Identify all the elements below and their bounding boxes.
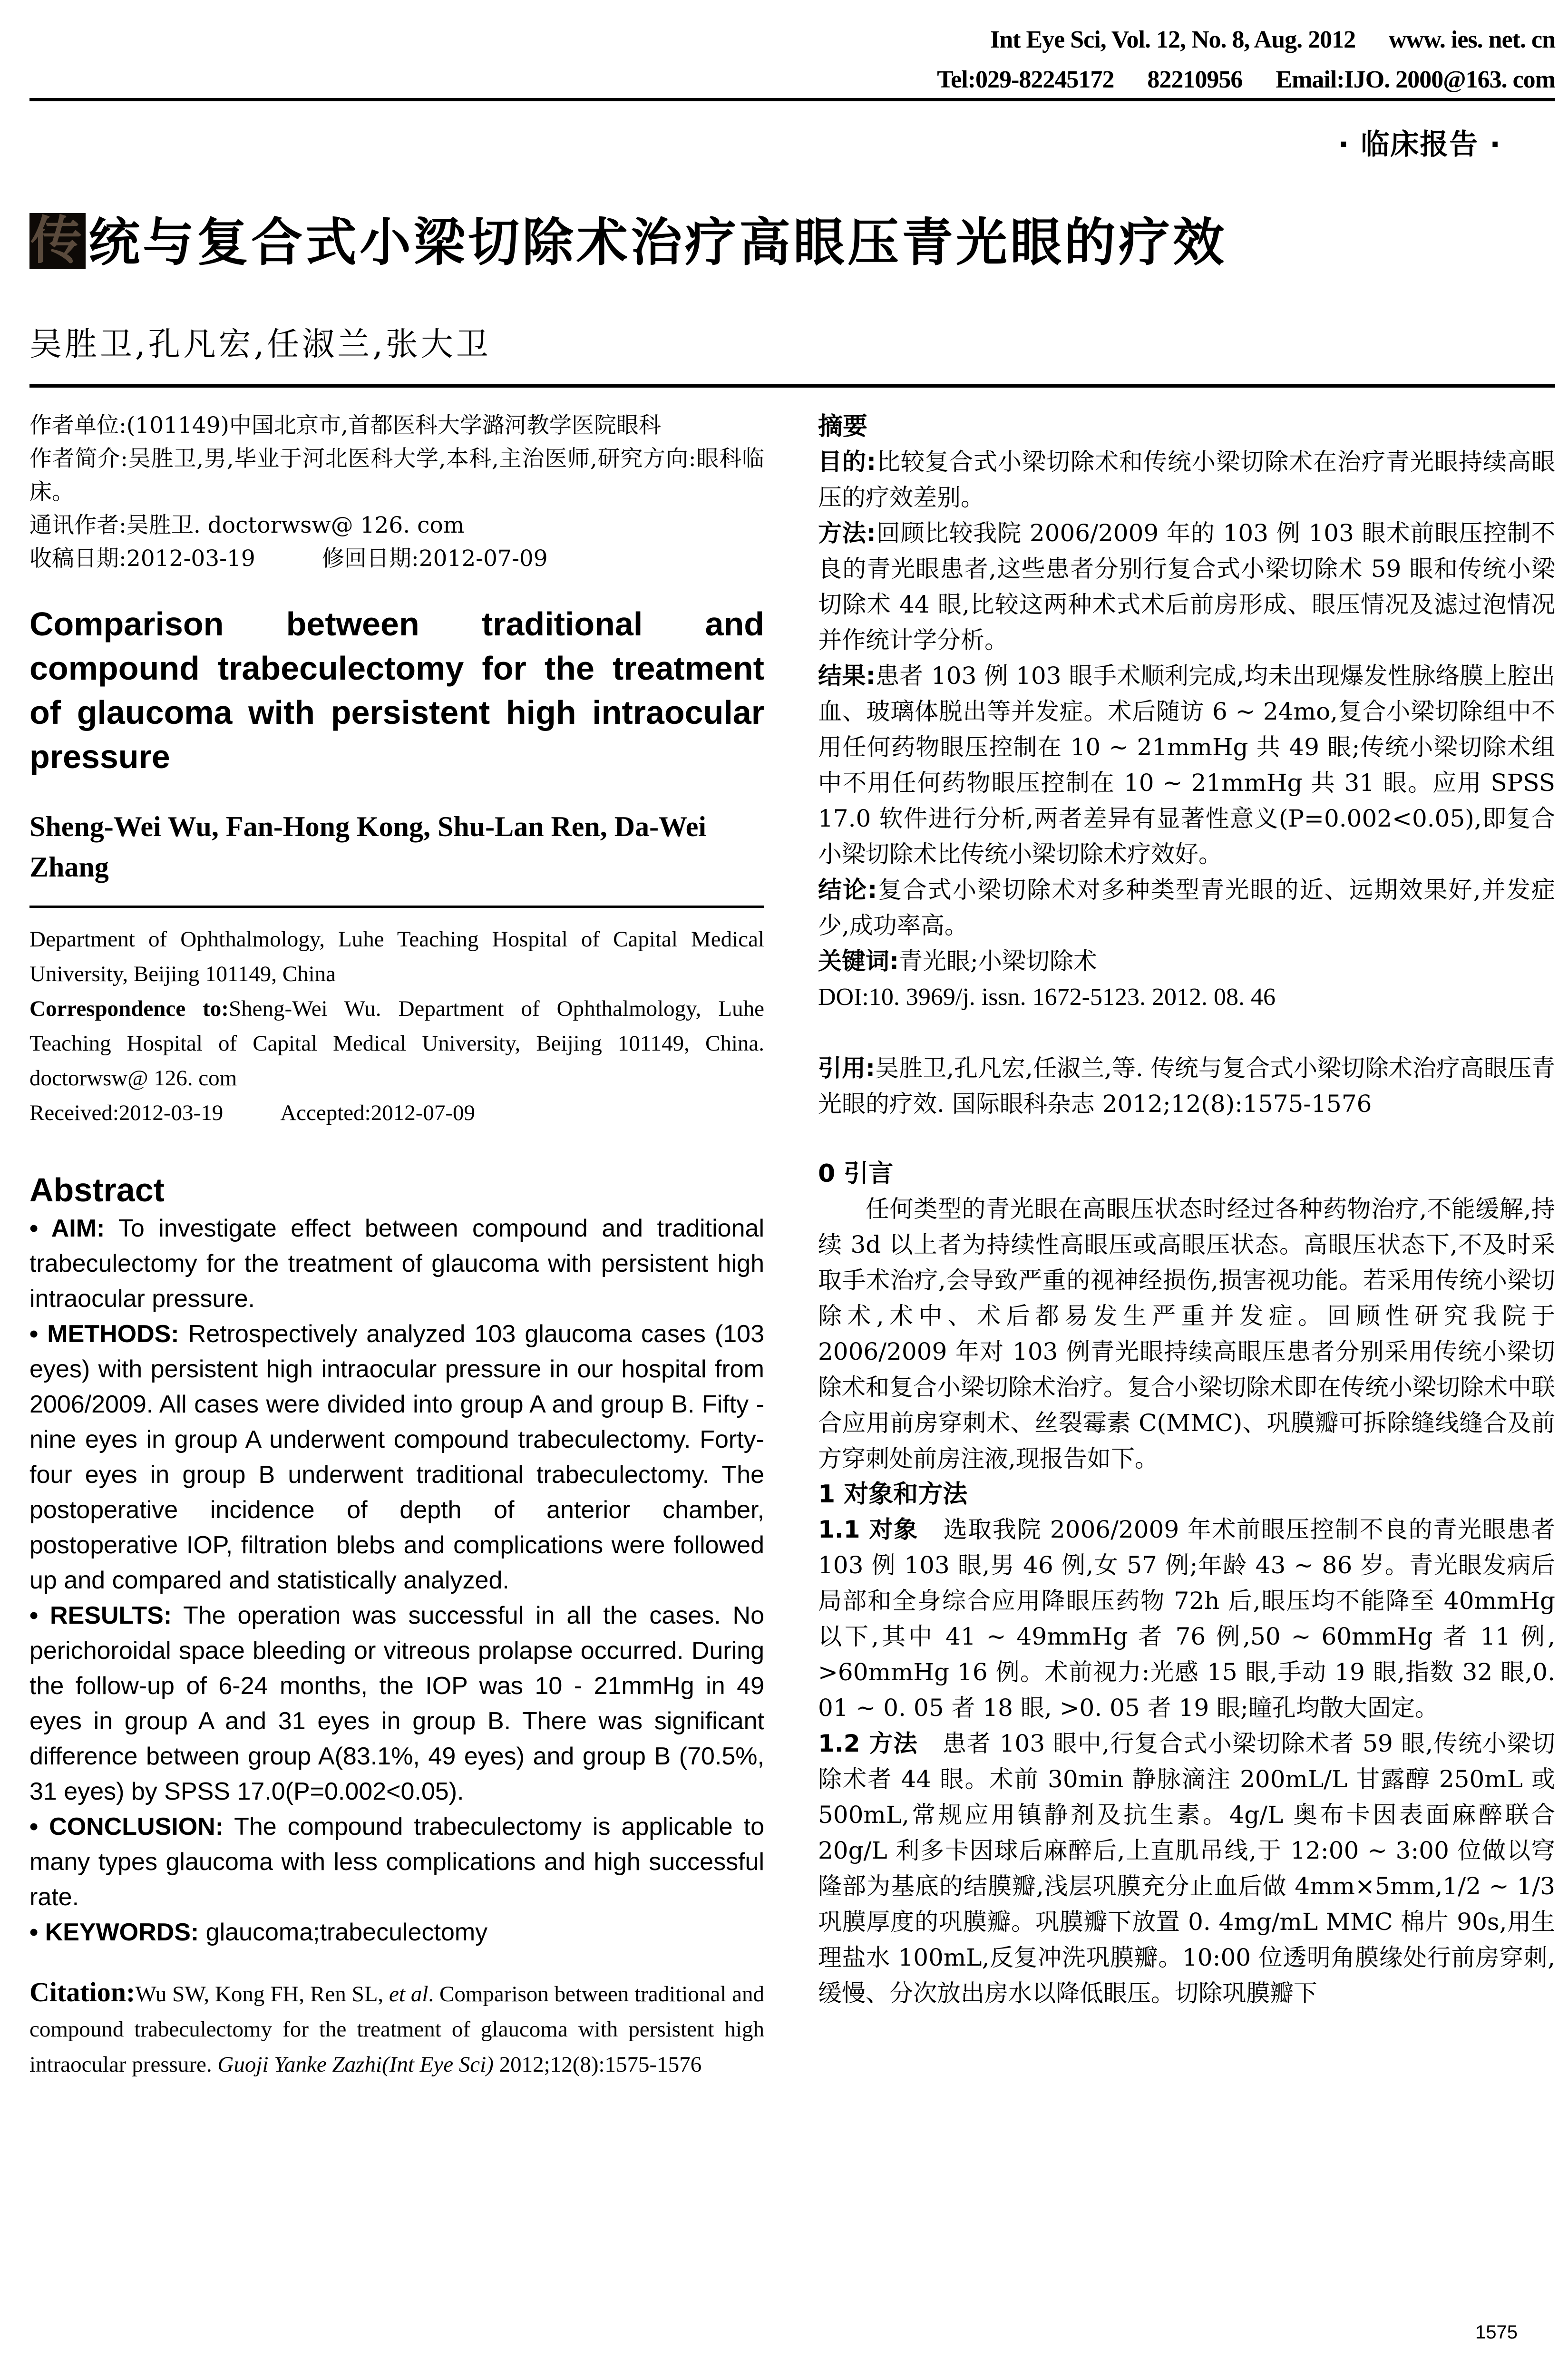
abstract-english [29, 1171, 764, 1950]
citation-journal: Guoji Yanke Zazhi(Int Eye Sci) [217, 2052, 494, 2077]
abstract-keywords [29, 1915, 764, 1950]
author-info-chinese [29, 409, 764, 575]
journal-tel: Tel:029-82245172 [937, 66, 1114, 93]
correspondence-text: Sheng-Wei Wu. Department of Ophthalmology, Luhe Teaching Hospital of Capital Medical University, Beijing 101149, China. doctorwsw@ 126. com [29, 996, 764, 1091]
conclusion-cn-label: 结论: [818, 876, 877, 904]
dates-en [29, 1096, 764, 1130]
section-tag: · 临床报告 · [1338, 128, 1501, 161]
received-date-cn: 收稿日期:2012-03-19 [29, 546, 255, 572]
results-text: The operation was successful in all the cases. No perichoroidal space bleeding or vitreous prolapse occurred. During the follow-up of 6-24 months, the IOP was 10 - 21mmHg in 49 eyes in group A and 31 eyes in group B. There was significant difference between group A(83.1%, 49 eyes) and group B (70.5%, 31 eyes) by SPSS 17.0(P=0.002<0.05). [29, 1602, 764, 1805]
citation-chinese [818, 1051, 1555, 1122]
citation-label: Citation: [29, 1977, 136, 2007]
intro-paragraph: 任何类型的青光眼在高眼压状态时经过各种药物治疗,不能缓解,持续 3d 以上者为持续性高眼压或高眼压状态。高眼压状态下,不及时采取手术治疗,会导致严重的视神经损伤,损害视功能。若采用传统小梁切除术,术中、术后都易发生严重并发症。回顾性研究我院于 2006/2009 年对 103 例青光眼持续高眼压患者分别采用传统小梁切除术和复合小梁切除术治疗。复合小梁切除术即在传统小梁切除术中联合应用前房穿刺术、丝裂霉素 C(MMC)、巩膜瓣可拆除缝线缝合及前方穿刺处前房注液,现报告如下。 [818, 1195, 1555, 1472]
methods-label: • METHODS: [29, 1320, 179, 1348]
aim-cn-text: 比较复合式小梁切除术和传统小梁切除术在治疗青光眼持续高眼压的疗效差别。 [818, 448, 1555, 511]
running-header [904, 20, 1555, 100]
abstract-results [29, 1598, 764, 1809]
correspondence-label: Correspondence to: [29, 996, 229, 1021]
abstract-cn-results [818, 658, 1555, 872]
citation-text: . Comparison between traditional and compound trabeculectomy for the treatment of glaucoma with persistent high intraocular pressure. [29, 1982, 765, 2077]
citation-cn-label: 引用: [818, 1054, 876, 1082]
results-cn-label: 结果: [818, 662, 876, 690]
journal-tel2: 82210956 [1147, 66, 1243, 93]
abstract-cn-methods [818, 516, 1555, 658]
keywords-cn-label: 关键词: [818, 947, 899, 975]
conclusion-cn-text: 复合式小梁切除术对多种类型青光眼的近、远期效果好,并发症少,成功率高。 [818, 876, 1555, 939]
revised-date-cn: 修回日期:2012-07-09 [321, 546, 548, 572]
methods-cn-text: 回顾比较我院 2006/2009 年的 103 例 103 眼术前眼压控制不良的青光眼患者,这些患者分别行复合式小梁切除术 59 眼和传统小梁切除术 44 眼,比较这两种术式术后前房形成、眼压情况及滤过泡情况并作统计学分析。 [818, 519, 1555, 654]
abstract-heading: Abstract [29, 1171, 165, 1208]
conclusion-label: • CONCLUSION: [29, 1813, 224, 1841]
correspondence-en [29, 992, 764, 1096]
conclusion-text: The compound trabeculectomy is applicable to many types glaucoma with less complications and high successful rate. [29, 1813, 764, 1911]
english-title: Comparison between traditional and compound trabeculectomy for the treatment of glaucoma with persistent high intraocular pressure [29, 605, 764, 775]
aim-cn-label: 目的: [818, 448, 876, 476]
methods-body-text: 患者 103 眼中,行复合式小梁切除术者 59 眼,传统小梁切除术者 44 眼。术前 30min 静脉滴注 200mL/L 甘露醇 250mL 或 500mL,常规应用镇静剂及抗生素。4g/L 奥布卡因表面麻醉联合 20g/L 利多卡因球后麻醉后,上直肌吊线,于 12:00 ~ 3:00 位做以穹隆部为基底的结膜瓣,浅层巩膜充分止血后做 4mm×5mm,1/2 ~ 1/3 巩膜厚度的巩膜瓣。巩膜瓣下放置 0. 4mg/mL MMC 棉片 90s,用生理盐水 100mL,反复冲洗巩膜瓣。10:00 位透明角膜缘处行前房穿刺,缓慢、分次放出房水以降低眼压。切除巩膜瓣下 [818, 1730, 1556, 2007]
abstract-cn-keywords [818, 944, 1555, 979]
citation-english [29, 1975, 764, 2082]
authors-chinese: 吴胜卫,孔凡宏,任淑兰,张大卫 [29, 326, 491, 363]
right-column [818, 409, 1555, 2011]
keywords-text: glaucoma;trabeculectomy [199, 1919, 488, 1946]
methods-text: Retrospectively analyzed 103 glaucoma cases (103 eyes) with persistent high intraocular pressure in our hospital from 2006/2009. All cases were divided into group A and group B. Fifty - nine eyes in group A underwent compound trabeculectomy. Forty-four eyes in group B underwent traditional trabeculectomy. The postoperative incidence of depth of anterior chamber, postoperative IOP, filtration blebs and complications were followed up and compared and statistically analyzed. [29, 1320, 764, 1594]
keywords-label: • KEYWORDS: [29, 1919, 199, 1946]
abstract-cn-heading: 摘要 [818, 412, 868, 441]
journal-website[interactable]: www. ies. net. cn [1389, 26, 1555, 53]
methods-body-label: 1.2 方法 [818, 1730, 918, 1757]
header-row-contact [904, 60, 1555, 100]
correspondence-cn: 通讯作者:吴胜卫. doctorwsw@ 126. com [29, 512, 465, 538]
abstract-cn-conclusion [818, 872, 1555, 944]
abstract-cn-aim [818, 444, 1555, 516]
section1-heading: 1 对象和方法 [818, 1480, 968, 1509]
results-cn-text: 患者 103 例 103 眼手术顺利完成,均未出现爆发性脉络膜上腔出血、玻璃体脱出等并发症。术后随访 6 ~ 24mo,复合小梁切除组中不用任何药物眼压控制在 10 ~ 21mmHg 共 49 眼;传统小梁切除术组中不用任何药物眼压控制在 10 ~ 21mmHg 共 31 眼。应用 SPSS 17.0 软件进行分析,两者差异有显著性意义(P=0.002<0.05),即复合小梁切除术比传统小梁切除术疗效好。 [818, 662, 1555, 868]
received-date-en: Received:2012-03-19 [29, 1101, 224, 1125]
citation-authors: Wu SW, Kong FH, Ren SL, [135, 1982, 390, 2007]
journal-email[interactable]: Email:IJO. 2000@163. com [1276, 66, 1555, 93]
article-body [818, 1156, 1555, 2011]
title-dropcap: 传 [30, 211, 85, 271]
accepted-date-en: Accepted:2012-07-09 [280, 1101, 476, 1125]
page-number: 1575 [1475, 2322, 1518, 2343]
aim-label: • AIM: [29, 1215, 105, 1242]
left-column [29, 409, 764, 2082]
citation-cn-text: 吴胜卫,孔凡宏,任淑兰,等. 传统与复合式小梁切除术治疗高眼压青光眼的疗效. 国际眼科杂志 2012;12(8):1575-1576 [818, 1054, 1555, 1118]
methods-cn-label: 方法: [818, 519, 876, 547]
subjects-paragraph [818, 1512, 1555, 1726]
author-info-english [29, 922, 764, 1130]
authors-divider [29, 384, 1555, 388]
title-text: 统与复合式小梁切除术治疗高眼压青光眼的疗效 [88, 213, 1227, 273]
abstract-methods [29, 1316, 764, 1598]
aim-text: To investigate effect between compound and traditional trabeculectomy for the treatment of glaucoma with persistent high intraocular pressure. [29, 1215, 764, 1313]
english-authors: Sheng-Wei Wu, Fan-Hong Kong, Shu-Lan Ren, Da-Wei Zhang [29, 811, 707, 883]
subjects-text: 选取我院 2006/2009 年术前眼压控制不良的青光眼患者 103 例 103 眼,男 46 例,女 57 例;年龄 43 ~ 86 岁。青光眼发病后局部和全身综合应用降眼压药物 72h 后,眼压均不能降至 40mmHg 以下,其中 41 ~ 49mmHg 者 76 例,50 ~ 60mmHg 者 11 例, >60mmHg 16 例。术前视力:光感 15 眼,手动 19 眼,指数 32 眼,0. 01 ~ 0. 05 者 18 眼, >0. 05 者 19 眼;瞳孔均散大固定。 [818, 1516, 1555, 1722]
journal-issue: Int Eye Sci, Vol. 12, No. 8, Aug. 2012 [990, 26, 1356, 53]
header-row-journal [904, 20, 1555, 60]
results-label: • RESULTS: [29, 1602, 172, 1629]
citation-ref: 2012;12(8):1575-1576 [493, 2052, 702, 2077]
english-authors-divider [29, 906, 764, 908]
citation-etal: et al [389, 1982, 429, 2007]
article-title [29, 213, 1227, 273]
header-divider [29, 98, 1555, 101]
abstract-conclusion [29, 1809, 764, 1915]
affiliation-cn: 作者单位:(101149)中国北京市,首都医科大学潞河教学医院眼科 [29, 412, 661, 438]
doi[interactable]: DOI:10. 3969/j. issn. 1672-5123. 2012. 08. 46 [818, 984, 1276, 1011]
dates-cn [29, 542, 764, 575]
intro-heading: 0 引言 [818, 1159, 894, 1188]
subjects-label: 1.1 对象 [818, 1516, 918, 1543]
affiliation-en: Department of Ophthalmology, Luhe Teaching Hospital of Capital Medical University, Beijing 101149, China [29, 927, 764, 986]
abstract-aim [29, 1211, 764, 1316]
methods-paragraph [818, 1726, 1555, 2011]
keywords-cn-text: 青光眼;小梁切除术 [899, 947, 1097, 975]
author-bio-cn: 作者简介:吴胜卫,男,毕业于河北医科大学,本科,主治医师,研究方向:眼科临床。 [29, 446, 764, 505]
